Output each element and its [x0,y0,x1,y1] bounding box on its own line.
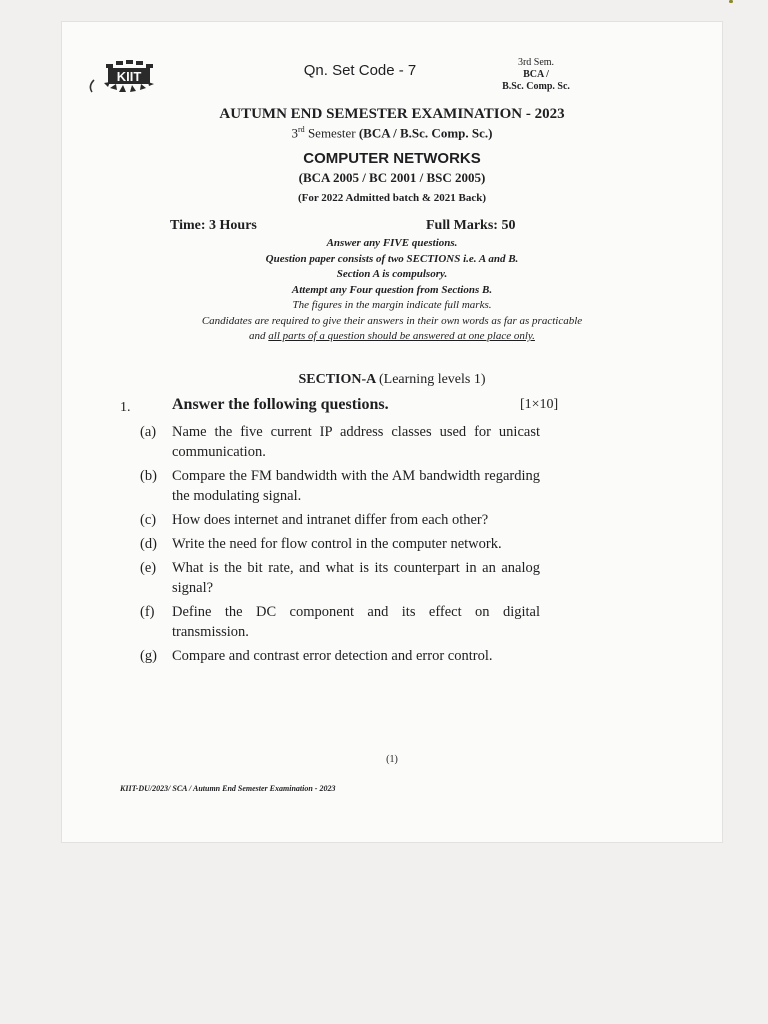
list-item: (d) Write the need for flow control in the computer network. [140,536,502,552]
question-number: 1. [120,400,131,415]
exam-title: AUTUMN END SEMESTER EXAMINATION - 2023 [219,106,565,122]
question-title: Answer the following questions. [172,396,389,413]
list-item: (e) What is the bit rate, and what is its counterpart in an analog signal? [140,560,540,596]
instructions-block: Answer any FIVE questions. Question paper consists of two SECTIONS i.e. A and B. Section A is compulsory. Attempt any Four question from Sections B. The figures in the margin indicate full marks. Candidates are required to give their answers in their own words as far as practicable and all parts of a question should be answered at one place only. [201,237,583,342]
full-marks: Full Marks: 50 [426,218,516,233]
subject-title: COMPUTER NETWORKS [303,150,481,167]
list-item: (c) How does internet and intranet differ from each other? [140,512,489,528]
scan-speck [729,0,733,3]
question-set-code: Qn. Set Code - 7 [303,62,417,79]
question-marks: [1×10] [520,397,559,412]
question-items [140,422,540,670]
list-item: (b) Compare the FM bandwidth with the AM bandwidth regarding the modulating signal. [140,468,540,504]
time-allowed: Time: 3 Hours [170,218,257,233]
kiit-logo-icon [86,58,166,102]
batch-note: (For 2022 Admitted batch & 2021 Back) [297,192,486,204]
list-item: (g) Compare and contrast error detection and error control. [140,648,493,664]
section-a-heading: SECTION-A (Learning levels 1) [298,372,486,387]
svg-text:KIIT: KIIT [116,69,142,84]
semester-tag: 3rd Sem. BCA / B.Sc. Comp. Sc. [502,57,570,92]
list-item: (a) Name the five current IP address classes used for unicast communication. [140,424,540,460]
list-item: (f) Define the DC component and its effect on digital transmission. [140,604,540,640]
page-number: (1) [386,754,398,765]
footer-code: KIIT-DU/2023/ SCA / Autumn End Semester Examination - 2023 [120,784,336,793]
semester-line: 3rd Semester (BCA / B.Sc. Comp. Sc.) [291,125,493,141]
course-codes: (BCA 2005 / BC 2001 / BSC 2005) [298,170,486,185]
